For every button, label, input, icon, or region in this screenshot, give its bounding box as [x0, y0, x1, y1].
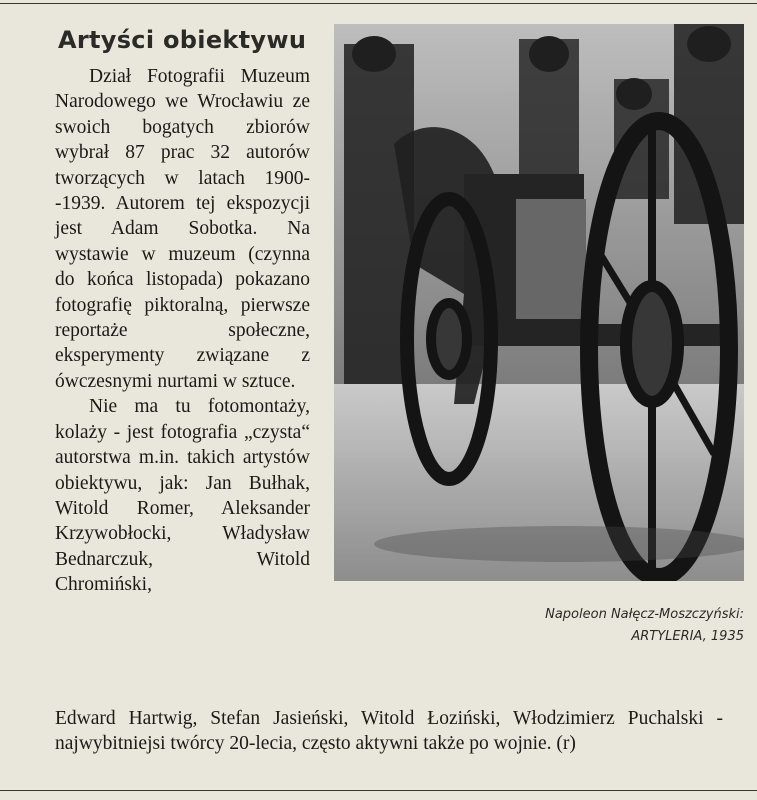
paragraph-1: Dział Fotografii Muzeum Narodowego we Wrocławiu ze swoich bogatych zbiorów wybrał 87 prac 32 autorów tworzących w latach 1900--1939. Autorem tej ekspozycji jest Adam Sobotka. Na wystawie w muzeum (czynna do końca listopada) pokazano fotografię piktoralną, pierwsze reportaże społeczne, eksperymenty związane z ówczesnymi nurtami w sztuce.	[55, 66, 310, 392]
article-text-column	[55, 64, 310, 598]
paragraph-2: Nie ma tu fotomontaży, kolaży - jest fotografia „czysta“ autorstwa m.in. takich artystów obiektywu, jak: Jan Bułhak, Witold Romer, Aleksander Krzywobłocki, Władysław Bednarczuk, Witold Chromiński,	[55, 396, 310, 596]
top-rule	[0, 3, 757, 4]
bottom-rule	[0, 790, 757, 791]
article-title: Artyści obiektywu	[58, 26, 307, 55]
caption-author: Napoleon Nałęcz-Moszczyński:	[545, 607, 744, 622]
artillery-photo	[334, 24, 744, 581]
photo-caption	[444, 604, 744, 648]
paragraph-2-continued: Edward Hartwig, Stefan Jasieński, Witold Łoziński, Włodzimierz Puchalski - najwybitniejsi twórcy 20-lecia, często aktywni także po wojnie. (r)	[55, 708, 723, 755]
caption-title: ARTYLERIA, 1935	[631, 629, 744, 644]
